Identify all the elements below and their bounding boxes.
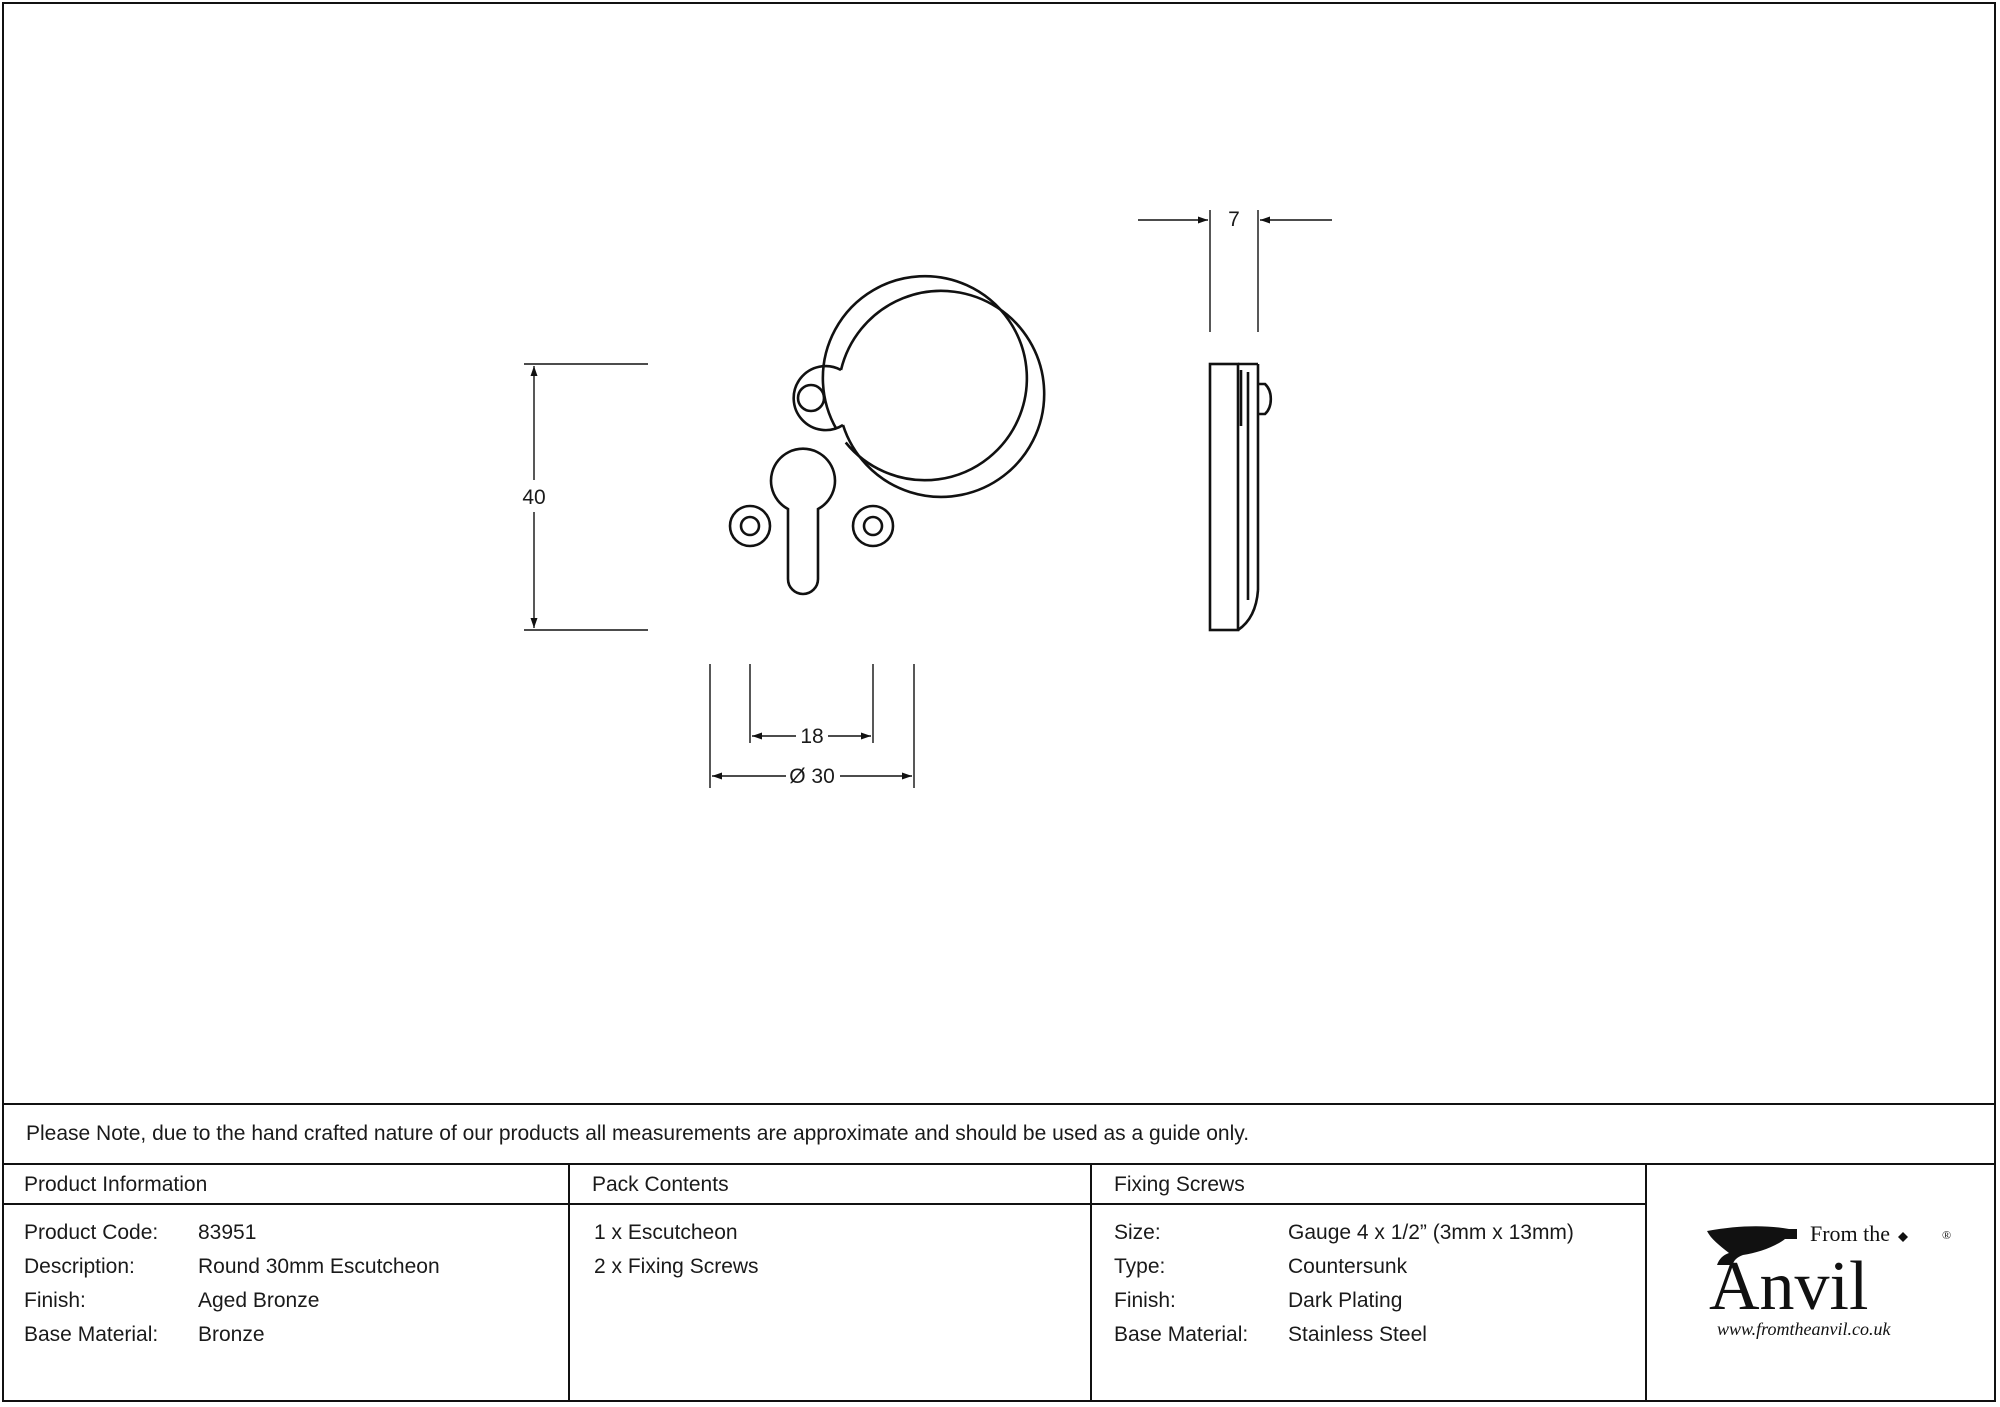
pack-contents-header <box>570 1165 1090 1205</box>
product-information-header <box>2 1165 568 1205</box>
screw-base-material-row <box>1114 1323 1574 1357</box>
fixing-screws-panel <box>1092 1165 1647 1402</box>
logo-url: www.fromtheanvil.co.uk <box>1717 1319 1891 1339</box>
list-item: 2 x Fixing Screws <box>594 1255 759 1278</box>
logo-anvil: Anvil <box>1709 1248 1869 1325</box>
row-value: Stainless Steel <box>1288 1323 1427 1346</box>
screw-type-row <box>1114 1255 1574 1289</box>
row-label: Finish: <box>1114 1289 1176 1312</box>
product-information-panel <box>2 1165 570 1402</box>
from-the-anvil-logo <box>1647 1165 1996 1402</box>
product-information-heading: Product Information <box>24 1173 208 1196</box>
pack-contents-panel <box>570 1165 1092 1402</box>
row-value: Aged Bronze <box>198 1289 320 1312</box>
screw-finish-row <box>1114 1289 1574 1323</box>
side-pivot-knob <box>1258 384 1271 414</box>
product-information-list <box>24 1221 440 1357</box>
row-label: Description: <box>24 1255 135 1278</box>
description-row <box>24 1255 440 1289</box>
row-value: Gauge 4 x 1/2” (3mm x 13mm) <box>1288 1221 1574 1244</box>
diameter-label: Ø 30 <box>789 765 835 788</box>
row-label: Type: <box>1114 1255 1166 1278</box>
row-value: Bronze <box>198 1323 265 1346</box>
screw-hole-left-inner <box>741 517 759 535</box>
finish-row <box>24 1289 440 1323</box>
row-value: Dark Plating <box>1288 1289 1403 1312</box>
front-view <box>730 276 1044 594</box>
row-value: Countersunk <box>1288 1255 1408 1278</box>
screw-hole-right <box>853 506 893 546</box>
screw-hole-left <box>730 506 770 546</box>
height-label: 40 <box>522 486 546 509</box>
row-label: Finish: <box>24 1289 86 1312</box>
logo-from-the: From the <box>1810 1221 1891 1246</box>
row-label: Base Material: <box>1114 1323 1249 1346</box>
side-plate <box>1210 364 1238 630</box>
fixing-screws-heading: Fixing Screws <box>1114 1173 1245 1196</box>
logo-panel <box>1647 1165 1996 1402</box>
fixing-screws-list <box>1114 1221 1574 1357</box>
disclaimer-row <box>2 1103 1996 1165</box>
hole-spacing-label: 18 <box>800 725 824 748</box>
pivot-lug <box>794 366 843 430</box>
product-code-row <box>24 1221 440 1255</box>
row-label: Product Code: <box>24 1221 159 1244</box>
diamond-icon <box>1898 1232 1908 1242</box>
screw-hole-right-inner <box>864 517 882 535</box>
side-view <box>1210 364 1271 630</box>
pack-contents-heading: Pack Contents <box>592 1173 729 1196</box>
logo-registered: ® <box>1942 1228 1952 1242</box>
keyhole <box>771 449 835 594</box>
row-value: 83951 <box>198 1221 257 1244</box>
fixing-screws-header <box>1092 1165 1645 1205</box>
pivot-hole <box>798 385 824 411</box>
row-label: Base Material: <box>24 1323 159 1346</box>
disclaimer-text: Please Note, due to the hand crafted nature of our products all measurements are approximate and should be used as a guide only. <box>26 1122 1250 1145</box>
base-material-row <box>24 1323 440 1357</box>
screw-size-row <box>1114 1221 1574 1255</box>
pack-contents-list <box>594 1221 759 1289</box>
list-item: 1 x Escutcheon <box>594 1221 738 1244</box>
row-label: Size: <box>1114 1221 1161 1244</box>
depth-label: 7 <box>1228 208 1240 231</box>
row-value: Round 30mm Escutcheon <box>198 1255 440 1278</box>
